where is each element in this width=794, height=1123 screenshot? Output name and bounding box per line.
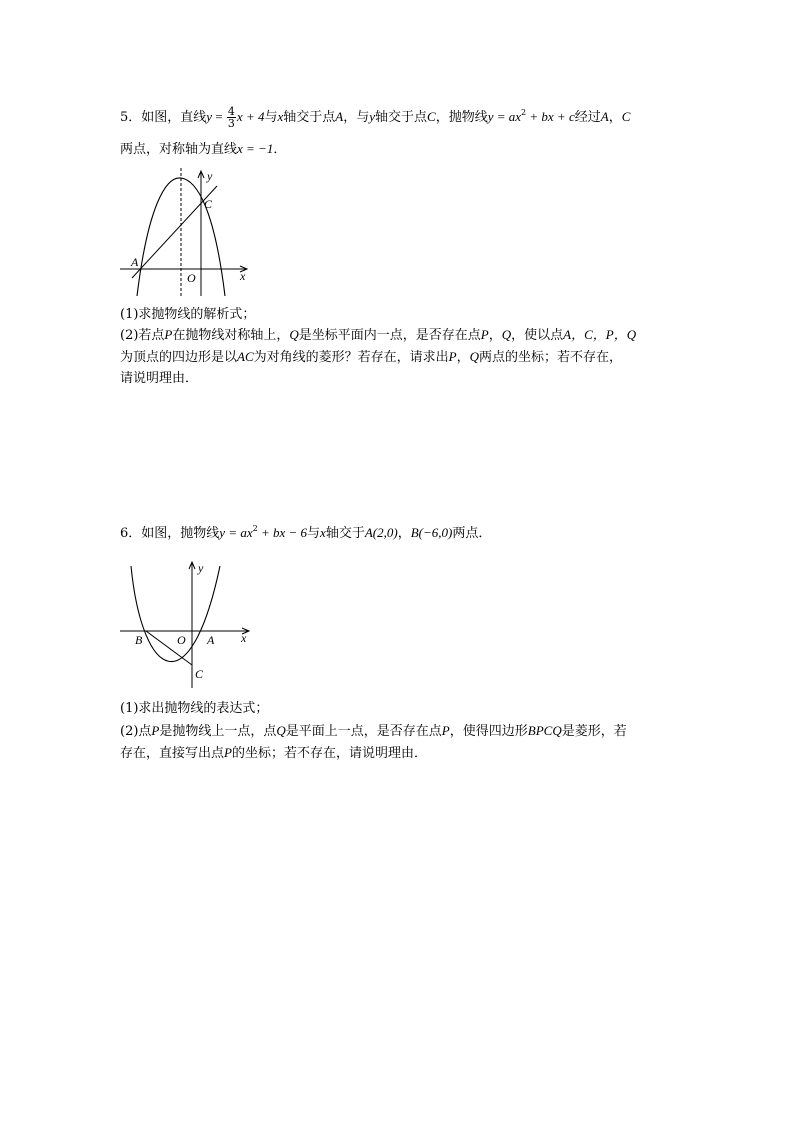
label-x: x <box>241 631 247 645</box>
problem-6-statement <box>120 524 491 543</box>
text: 是坐标平面内一点，是否存在点 <box>298 328 481 343</box>
superscript: 2 <box>252 524 258 533</box>
problem-5-question-2-line2 <box>120 348 622 367</box>
math-expr: x = −1 <box>237 141 274 156</box>
math-expr: B(−6,0) <box>410 525 453 540</box>
text: 两点． <box>452 526 492 541</box>
math-var: P <box>441 723 450 738</box>
fraction <box>227 106 236 129</box>
text: (2)若点 <box>120 328 165 343</box>
math-var: x <box>277 109 284 124</box>
math-var: y <box>369 109 376 124</box>
math-var: P <box>480 327 489 342</box>
math-var: P <box>164 327 173 342</box>
math-expr: y = ax <box>487 109 522 124</box>
text: ，使以点 <box>511 328 564 343</box>
superscript: 2 <box>521 108 527 117</box>
math-expr: y = ax <box>219 525 253 540</box>
parabola <box>131 566 220 662</box>
label-o: O <box>177 633 186 647</box>
text: ， <box>456 350 470 365</box>
problem-5-figure <box>120 166 260 298</box>
problem-6-figure <box>120 558 260 688</box>
math-var: P <box>448 349 457 364</box>
math-expr: x + 4 <box>236 109 265 124</box>
text: 为对角线的菱形？若存在，请求出 <box>253 350 449 365</box>
text: 是平面上一点，是否存在点 <box>285 724 442 739</box>
text: 的坐标；若不存在，请说明理由． <box>231 746 427 761</box>
math-var: A <box>335 109 344 124</box>
math-expr: + bx + c <box>526 109 575 124</box>
problem-6-question-2 <box>120 722 627 741</box>
text: 是抛物线上一点，点 <box>159 724 277 739</box>
label-a: A <box>131 255 139 269</box>
problem-5 <box>120 100 700 400</box>
math-var: AC <box>237 349 254 364</box>
text: 请说明理由． <box>120 371 199 386</box>
math-var: Q <box>469 349 480 364</box>
label-y: y <box>198 561 204 575</box>
text: 在抛物线对称轴上， <box>172 328 290 343</box>
text: ，抛物线 <box>435 110 488 125</box>
math-var: P <box>224 745 232 760</box>
problem-5-question-2-line3 <box>120 370 198 388</box>
label-c: C <box>204 197 213 211</box>
problem-number: 6． <box>120 526 142 541</box>
problem-5-statement-line2 <box>120 140 286 159</box>
problem-6-question-1 <box>120 700 268 718</box>
text: 两点，对称轴为直线 <box>120 142 238 157</box>
text: 与 <box>264 110 278 125</box>
math-var: C <box>427 109 436 124</box>
label-a: A <box>207 633 215 647</box>
text: 如图，直线 <box>141 110 207 125</box>
text: 与 <box>307 526 321 541</box>
problem-5-question-2 <box>120 326 636 345</box>
text: (1)求抛物线的解析式； <box>120 307 256 322</box>
text: ， <box>397 526 411 541</box>
text: 如图，抛物线 <box>141 526 220 541</box>
text: ． <box>273 142 287 157</box>
math-var: Q <box>289 327 299 342</box>
math-expr: A，C，P，Q <box>563 327 637 342</box>
math-eq: = <box>212 109 226 124</box>
math-expr: A(2,0) <box>364 525 398 540</box>
text: ，使得四边形 <box>449 724 528 739</box>
label-b: B <box>135 633 143 647</box>
label-x: x <box>240 269 246 283</box>
text: ， <box>608 110 622 125</box>
problem-5-question-1 <box>120 306 255 324</box>
math-var: P <box>151 723 160 738</box>
problem-6 <box>120 522 700 772</box>
problem-number: 5． <box>120 110 142 125</box>
text: 经过 <box>574 110 601 125</box>
math-var: BPCQ <box>527 723 562 738</box>
math-var: A <box>600 109 609 124</box>
text: (2)点 <box>120 724 152 739</box>
math-var: y <box>206 109 213 124</box>
text: (1)求出抛物线的表达式； <box>120 701 269 716</box>
text: 轴交于点 <box>283 110 336 125</box>
text: 轴交于点 <box>375 110 428 125</box>
text: ，与 <box>343 110 370 125</box>
text: 为顶点的四边形是以 <box>120 350 238 365</box>
label-c: C <box>195 667 204 681</box>
text: 两点的坐标；若不存在， <box>479 350 623 365</box>
label-y: y <box>207 169 213 183</box>
text: 轴交于 <box>325 526 365 541</box>
math-var: Q <box>501 327 512 342</box>
label-o: O <box>187 271 196 285</box>
fraction-numerator: 4 <box>227 105 235 118</box>
math-expr: + bx − 6 <box>257 525 308 540</box>
math-var: Q <box>276 723 286 738</box>
problem-5-statement-line1 <box>120 106 630 129</box>
math-var: x <box>320 525 326 540</box>
fraction-denominator: 3 <box>227 117 235 130</box>
text: 存在，直接写出点 <box>120 746 225 761</box>
text: 是菱形，若 <box>561 724 627 739</box>
math-var: C <box>621 109 631 124</box>
text: ， <box>488 328 502 343</box>
problem-6-question-2-line2 <box>120 744 427 763</box>
